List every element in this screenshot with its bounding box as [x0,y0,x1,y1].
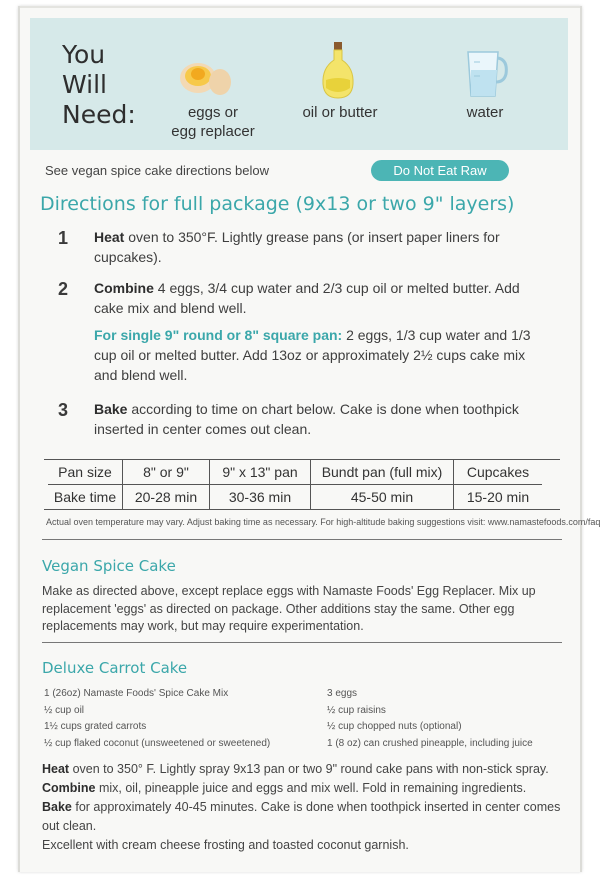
vegan-text: Make as directed above, except replace eggs with Namaste Foods' Egg Replacer. Mix up replacement 'eggs' as directed on package. Other additions stay the same. Other egg replacements may work, but may require experimentation. [42,584,536,633]
step-text: oven to 350° F. Lightly spray 9x13 pan or two 9" round cake pans with non-stick spray. [69,762,549,776]
measuring-cup-icon [462,46,510,100]
vegan-note: See vegan spice cake directions below [45,163,270,178]
carrot-cake-steps [42,760,572,855]
ingredient: 1½ cups grated carrots [44,721,147,732]
step-number: 1 [58,228,69,248]
step-lead: Heat [94,229,125,245]
ingredient: 1 (26oz) Namaste Foods' Spice Cake Mix [44,688,229,699]
label-line: egg replacer [171,123,255,140]
divider [42,642,562,643]
ingredients-left [44,686,270,752]
step-text: mix, oil, pineapple juice and eggs and mix well. Fold in remaining ingredients. [95,781,527,795]
table-cell: 15-20 min [454,485,543,510]
single-pan-lead: For single 9" round or 8" square pan: [94,327,343,343]
egg-label [168,103,258,141]
table-cell: Bake time [53,489,117,505]
step-2 [94,278,544,318]
table-top-rule [44,459,560,460]
step-lead: Bake [42,800,72,814]
step-lead: Combine [94,280,154,296]
egg-icon [176,56,234,98]
carrot-step [42,779,572,798]
directions-title: Directions for full package (9x13 or two 9" layers) [40,193,515,215]
oil-bottle-icon [318,40,358,100]
heading-line: Will [62,70,108,99]
carrot-cake-title: Deluxe Carrot Cake [42,659,188,677]
step-number: 2 [58,279,69,299]
table-header: Pan size [48,460,123,485]
you-will-need-heading [62,40,136,130]
carrot-step [42,798,572,836]
step-lead: Heat [42,762,70,776]
ingredient: 3 eggs [327,688,358,699]
step-lead: Bake [94,401,128,417]
table-row [48,485,542,510]
step-text: for approximately 40-45 minutes. Cake is done when toothpick inserted in center comes out clean. [42,800,561,833]
divider [42,539,562,540]
step-lead: Combine [42,781,96,795]
do-not-eat-raw-badge: Do Not Eat Raw [371,160,509,181]
table-header: 8" or 9" [123,460,210,485]
table-header: 9" x 13" pan [210,460,311,485]
single-pan-text: 2 eggs, 1/3 cup water and 1/3 cup oil or melted butter. Add 13oz or approximately 2½ cups cake mix and blend well. [94,327,531,383]
carrot-step [42,760,572,779]
label-line: water [466,104,504,121]
table-cell: 45-50 min [311,485,454,510]
table-header: Cupcakes [454,460,543,485]
step-text: according to time on chart below. Cake is done when toothpick inserted in center comes out clean. [94,401,519,437]
table-cell: 20-28 min [123,485,210,510]
table-header: Bundt pan (full mix) [311,460,454,485]
step-text: oven to 350°F. Lightly grease pans (or insert paper liners for cupcakes). [94,229,500,265]
label-line: oil or butter [302,104,378,121]
ingredient: ½ cup oil [44,704,85,716]
bake-note: Actual oven temperature may vary. Adjust baking time as necessary. For high-altitude baking suggestions visit: www.namastefoods.com/faq [46,517,600,527]
step-1 [94,227,544,267]
carrot-closing: Excellent with cream cheese frosting and toasted coconut garnish. [42,838,409,852]
table-bottom-rule [44,509,560,510]
ingredient: ½ cup raisins [327,704,386,716]
step-number: 3 [58,400,69,420]
water-label [445,103,525,122]
step-text: 4 eggs, 3/4 cup water and 2/3 cup oil or melted butter. Add cake mix and blend well. [94,280,520,316]
ingredient: ½ cup flaked coconut (unsweetened or sweetened) [44,737,271,749]
table-cell: 30-36 min [210,485,311,510]
vegan-title: Vegan Spice Cake [42,557,176,575]
oil-label [290,103,390,122]
step-3 [94,399,544,439]
table-row [48,460,542,485]
label-line: eggs or [187,104,239,121]
single-pan-note [94,325,544,385]
heading-line: Need: [62,100,136,129]
bake-time-table [48,460,542,509]
ingredient: ½ cup chopped nuts (optional) [327,721,462,732]
ingredients-right [327,686,533,752]
ingredient: 1 (8 oz) can crushed pineapple, including juice [327,737,533,749]
heading-line: You [62,40,106,69]
